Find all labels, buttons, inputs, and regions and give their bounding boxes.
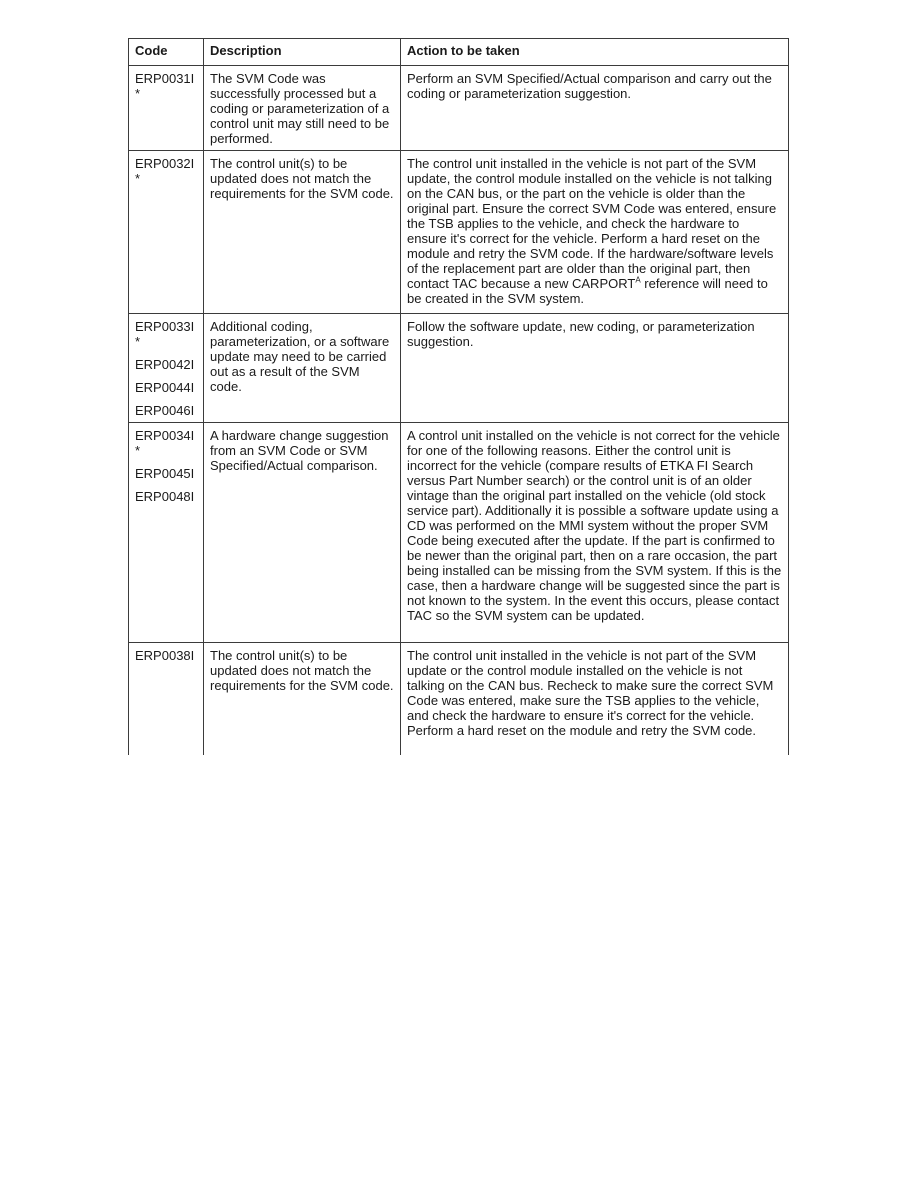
description-cell: The control unit(s) to be updated does not match the requirements for the SVM code. <box>204 643 401 755</box>
action-text: reference will need to be created in the SVM system. <box>407 276 768 306</box>
table-row <box>129 423 789 643</box>
svm-code-table-container <box>128 38 789 755</box>
code-cell <box>129 423 204 643</box>
header-action: Action to be taken <box>401 39 789 66</box>
header-description: Description <box>204 39 401 66</box>
table-row <box>129 643 789 755</box>
code-value: ERP0042I <box>135 357 195 372</box>
description-cell: A hardware change suggestion from an SVM Code or SVM Specified/Actual comparison. <box>204 423 401 643</box>
code-asterisk: * <box>135 443 141 458</box>
action-cell: Perform an SVM Specified/Actual comparison and carry out the coding or parameterization suggestion. <box>401 66 789 151</box>
action-cell: Follow the software update, new coding, or parameterization suggestion. <box>401 314 789 423</box>
code-asterisk: * <box>135 171 141 186</box>
code-cell <box>129 151 204 314</box>
code-cell <box>129 643 204 755</box>
code-asterisk: * <box>135 334 141 349</box>
description-cell: The control unit(s) to be updated does not match the requirements for the SVM code. <box>204 151 401 314</box>
action-cell <box>401 151 789 314</box>
table-row <box>129 151 789 314</box>
code-cell <box>129 314 204 423</box>
description-cell: The SVM Code was successfully processed but a coding or parameterization of a control unit may still need to be performed. <box>204 66 401 151</box>
code-value: ERP0044I <box>135 380 195 395</box>
table-row <box>129 66 789 151</box>
action-cell: A control unit installed on the vehicle is not correct for the vehicle for one of the following reasons. Either the control unit is incorrect for the vehicle (compare results of ETKA FI Search versus Part Number search) or the control unit is of an older vintage than the original part installed on the vehicle (old stock service part). Additionally it is possible a software update using a CD was performed on the MMI system without the proper SVM Code being executed after the update. If the part is confirmed to be newer than the original part, then on a rare occasion, the part being installed can be missing from the SVM system. If this is the case, then a hardware change will be suggested since the part is not known to the system. In the event this occurs, please contact TAC so the SVM system can be updated. <box>401 423 789 643</box>
code-value: ERP0045I <box>135 466 195 481</box>
table-header-row <box>129 39 789 66</box>
code-value: ERP0048I <box>135 489 195 504</box>
action-cell: The control unit installed in the vehicle is not part of the SVM update or the control module installed on the vehicle is not talking on the CAN bus. Recheck to make sure the correct SVM Code was entered, make sure the TSB applies to the vehicle, and check the hardware to ensure it's correct for the vehicle. Perform a hard reset on the module and retry the SVM code. <box>401 643 789 755</box>
svm-code-table <box>128 38 789 755</box>
code-value: ERP0033I <box>135 319 195 334</box>
header-code: Code <box>129 39 204 66</box>
code-value: ERP0034I <box>135 428 195 443</box>
code-cell <box>129 66 204 151</box>
code-value: ERP0046I <box>135 403 195 418</box>
action-text: The control unit installed in the vehicle is not part of the SVM update, the control module installed on the vehicle is not talking on the CAN bus, or the part on the vehicle is older than the original part. Ensure the correct SVM Code was entered, ensure the TSB applies to the vehicle, and check the hardware to ensure it's correct for the vehicle. Perform a hard reset on the module and retry the SVM code. If the hardware/software levels of the replacement part are older than the original part, then contact TAC because a new CARPORT <box>407 156 777 291</box>
description-cell: Additional coding, parameterization, or a software update may need to be carried out as a result of the SVM code. <box>204 314 401 423</box>
table-row <box>129 314 789 423</box>
carport-superscript: A <box>635 275 641 285</box>
code-value: ERP0032I <box>135 156 195 171</box>
code-value: ERP0031I <box>135 71 195 86</box>
code-value: ERP0038I <box>135 648 195 663</box>
code-asterisk: * <box>135 86 141 101</box>
